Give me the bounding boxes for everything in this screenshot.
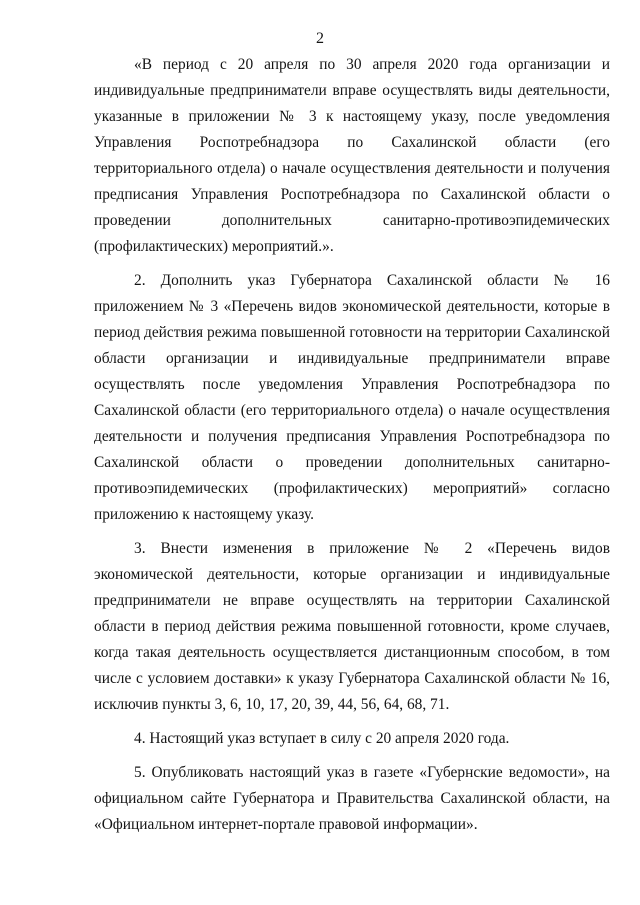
paragraph-item-3: 3. Внести изменения в приложение № 2 «Перечень видов экономической деятельности, которые организации и индивидуальные предприниматели не вправе осуществлять на территории Сахалинской области в период действия режима повышенной готовности, кроме случаев, когда такая деятельность осуществляется дистанционным способом, в том числе с условием доставки» к указу Губернатора Сахалинской области № 16, исключив пункты 3, 6, 10, 17, 20, 39, 44, 56, 64, 68, 71. [94, 540, 610, 713]
document-body [94, 52, 610, 846]
page-number: 2 [316, 30, 324, 47]
paragraph-item-2: 2. Дополнить указ Губернатора Сахалинской области № 16 приложением № 3 «Перечень видов экономической деятельности, которые в период действия режима повышенной готовности на территории Сахалинской области организации и индивидуальные предприниматели вправе осуществлять после уведомления Управления Роспотребнадзора по Сахалинской области (его территориального отдела) о начале осуществления деятельности и получения предписания Управления Роспотребнадзора по Сахалинской области о проведении дополнительных санитарно-противоэпидемических (профилактических) мероприятий» согласно приложению к настоящему указу. [94, 272, 610, 523]
paragraph-item-5: 5. Опубликовать настоящий указ в газете «Губернские ведомости», на официальном сайте Губернатора и Правительства Сахалинской области, на «Официальном интернет-портале правовой информации». [94, 764, 610, 833]
paragraph-item-4: 4. Настоящий указ вступает в силу с 20 апреля 2020 года. [134, 730, 510, 747]
paragraph-quote: «В период с 20 апреля по 30 апреля 2020 года организации и индивидуальные предприниматели вправе осуществлять виды деятельности, указанные в приложении № 3 к настоящему указу, после уведомления Управления Роспотребнадзора по Сахалинской области (его территориального отдела) о начале осуществления деятельности и получения предписания Управления Роспотребнадзора по Сахалинской области о проведении дополнительных санитарно-противоэпидемических (профилактических) мероприятий.». [94, 56, 610, 255]
